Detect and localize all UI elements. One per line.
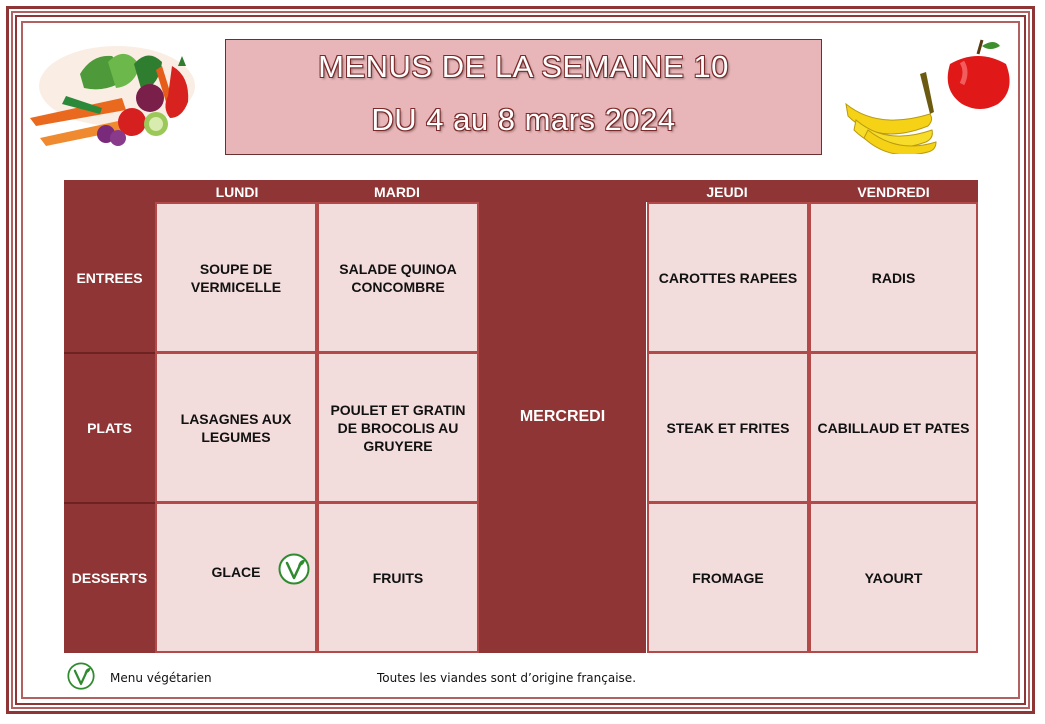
vegetables-illustration [22, 26, 202, 168]
cell-mardi-entree: SALADE QUINOA CONCOMBRE [317, 202, 479, 353]
cell-vendredi-dessert: YAOURT [809, 502, 978, 653]
legend-vegetarian-label: Menu végétarien [110, 671, 212, 685]
mercredi-label: MERCREDI [519, 408, 606, 425]
cell-vendredi-plat: CABILLAUD ET PATES [809, 352, 978, 503]
cell-jeudi-dessert: FROMAGE [647, 502, 809, 653]
cell-mardi-dessert: FRUITS [317, 502, 479, 653]
vegetarian-v-icon [67, 662, 95, 690]
cell-vendredi-entree: RADIS [809, 202, 978, 353]
meat-origin-note: Toutes les viandes sont d’origine française. [377, 671, 637, 685]
day-header-lundi: LUNDI [215, 184, 259, 200]
menu-week-title: MENUS DE LA SEMAINE 10 [318, 49, 729, 84]
day-header-mardi: MARDI [374, 184, 420, 200]
row-label-plats: PLATS [87, 420, 132, 436]
title-banner [225, 39, 822, 155]
cell-jeudi-entree: CAROTTES RAPEES [647, 202, 809, 353]
row-separator [64, 502, 155, 504]
row-separator [64, 352, 155, 354]
menu-date-range: DU 4 au 8 mars 2024 [371, 102, 676, 137]
vegetarian-v-icon [278, 553, 310, 585]
day-header-vendredi: VENDREDI [857, 184, 930, 200]
row-label-entrees: ENTREES [76, 270, 143, 286]
cell-lundi-entree: SOUPE DE VERMICELLE [155, 202, 317, 353]
banana-apple-illustration [838, 34, 1018, 154]
row-label-desserts: DESSERTS [71, 570, 148, 586]
cell-lundi-plat: LASAGNES AUX LEGUMES [155, 352, 317, 503]
cell-mardi-plat: POULET ET GRATIN DE BROCOLIS AU GRUYERE [317, 352, 479, 503]
cell-lundi-dessert: GLACE [155, 502, 317, 653]
cell-jeudi-plat: STEAK ET FRITES [647, 352, 809, 503]
day-header-jeudi: JEUDI [706, 184, 748, 200]
